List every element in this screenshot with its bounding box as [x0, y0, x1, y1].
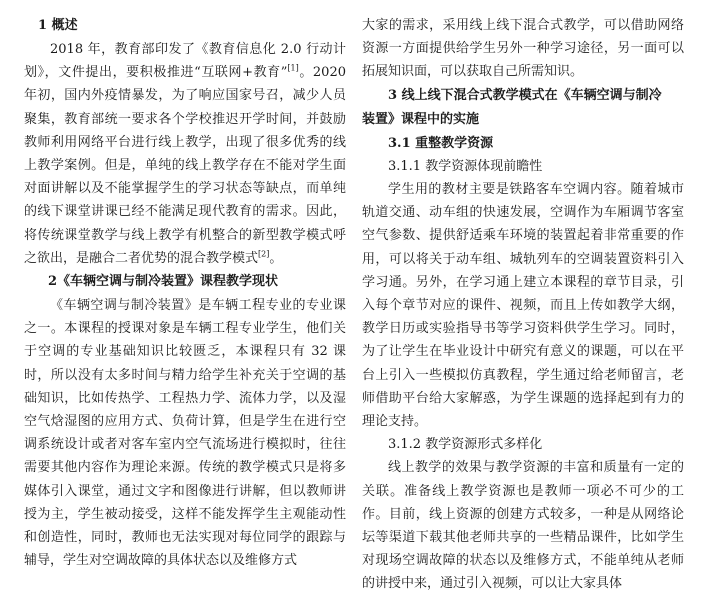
section-3-1-2-heading: 3.1.2 教学资源形式多样化	[388, 437, 543, 453]
section-3-heading-line1: 3 线上线下混合式教学模式在《车辆空调与制冷	[388, 87, 662, 103]
citation-1: [1]	[287, 63, 299, 73]
overview-text-b: 。2020 年初，国内外疫情暴发，为了响应国家号召，减少人员聚集，教育部统一要求各个学校推迟开学时间，并鼓励教师利用网络平台进行线上教学，出现了很多优秀的线上教学案例。但是，单纯的线上教学存在不能对学生面对面讲解以及不能掌握学生的学习状态等缺点，而单纯的线下课堂讲课已经不能满足现代教育的需求。因此，将传统课堂教学与线上教学有机整合的新型教学模式呼之欲出，是融合二者优势的混合教学模式	[24, 65, 346, 266]
paragraph-diverse-resources: 线上教学的效果与教学资源的丰富和质量有一定的关联。准备线上教学资源也是教师一项必不可少的工作。目前，线上资源的创建方式较多，一种是从网络论坛等渠道下载其他老师共享的一些精品课件，比如学生对现场空调故障的状态以及维修方式，不能单纯从老师的讲授中来，通过引入视频，可以让大家具体	[362, 460, 684, 592]
section-1-heading: 1 概述	[38, 18, 78, 33]
right-column	[362, 14, 684, 596]
overview-text-a: 2018 年，教育部印发了《教育信息化 2.0 行动计划》，文件提出，要积极推进“互联网+教育”	[24, 42, 346, 81]
section-2-heading: 2《车辆空调与制冷装置》课程教学现状	[48, 274, 279, 290]
paragraph-course-status: 《车辆空调与制冷装置》是车辆工程专业的专业课之一。本课程的授课对象是车辆工程专业学生，他们关于空调的专业基础知识比较匮乏，本课程只有 32 课时，所以没有太多时间与精力给学生补充关于空调的基础知识，比如传热学、工程热力学、流体力学，以及湿空气焓湿图的应用方式、负荷计算，但是学生在进行空调系统设计或者对客车室内空气流场进行模拟时，往往需要其他内容作为理论来源。传统的教学模式只是将多媒体引入课堂，通过文字和图像进行讲解，但以教师讲授为主，学生被动接受，这样不能发挥学生主观能动性和创造性，同时，教师也无法实现对每位同学的跟踪与辅导，学生对空调故障的具体状态以及维修方式	[24, 298, 346, 569]
section-3-1-heading: 3.1 重整教学资源	[388, 135, 494, 151]
paragraph-continued: 大家的需求，采用线上线下混合式教学，可以借助网络资源一方面提供给学生另外一种学习途径，另一面可以拓展知识面，可以获取自己所需知识。	[362, 18, 684, 80]
paragraph-forward-looking: 学生用的教材主要是铁路客车空调内容。随着城市轨道交通、动车组的快速发展，空调作为车厢调节客室空气参数、提供舒适乘车环境的装置起着非常重要的作用，可以将关于动车组、城轨列车的空调装置资料引入学习通。另外，在学习通上建立本课程的章节目录，引入每个章节对应的课件、视频，而且上传如教学大纲，教学日历或实验指导书等学习资料供学生学习。同时，为了让学生在毕业设计中研究有意义的课题，可以在平台上引入一些模拟仿真教程，学生通过给老师留言，老师借助平台给大家解惑，为学生课题的选择起到有力的理论支持。	[362, 182, 684, 430]
citation-2: [2]	[258, 249, 270, 259]
section-3-1-1-heading: 3.1.1 教学资源体现前瞻性	[388, 158, 543, 174]
left-column	[24, 14, 346, 572]
paragraph-overview	[24, 38, 346, 270]
overview-text-end: 。	[269, 250, 283, 266]
section-3-heading-line2: 装置》课程中的实施	[362, 111, 480, 127]
